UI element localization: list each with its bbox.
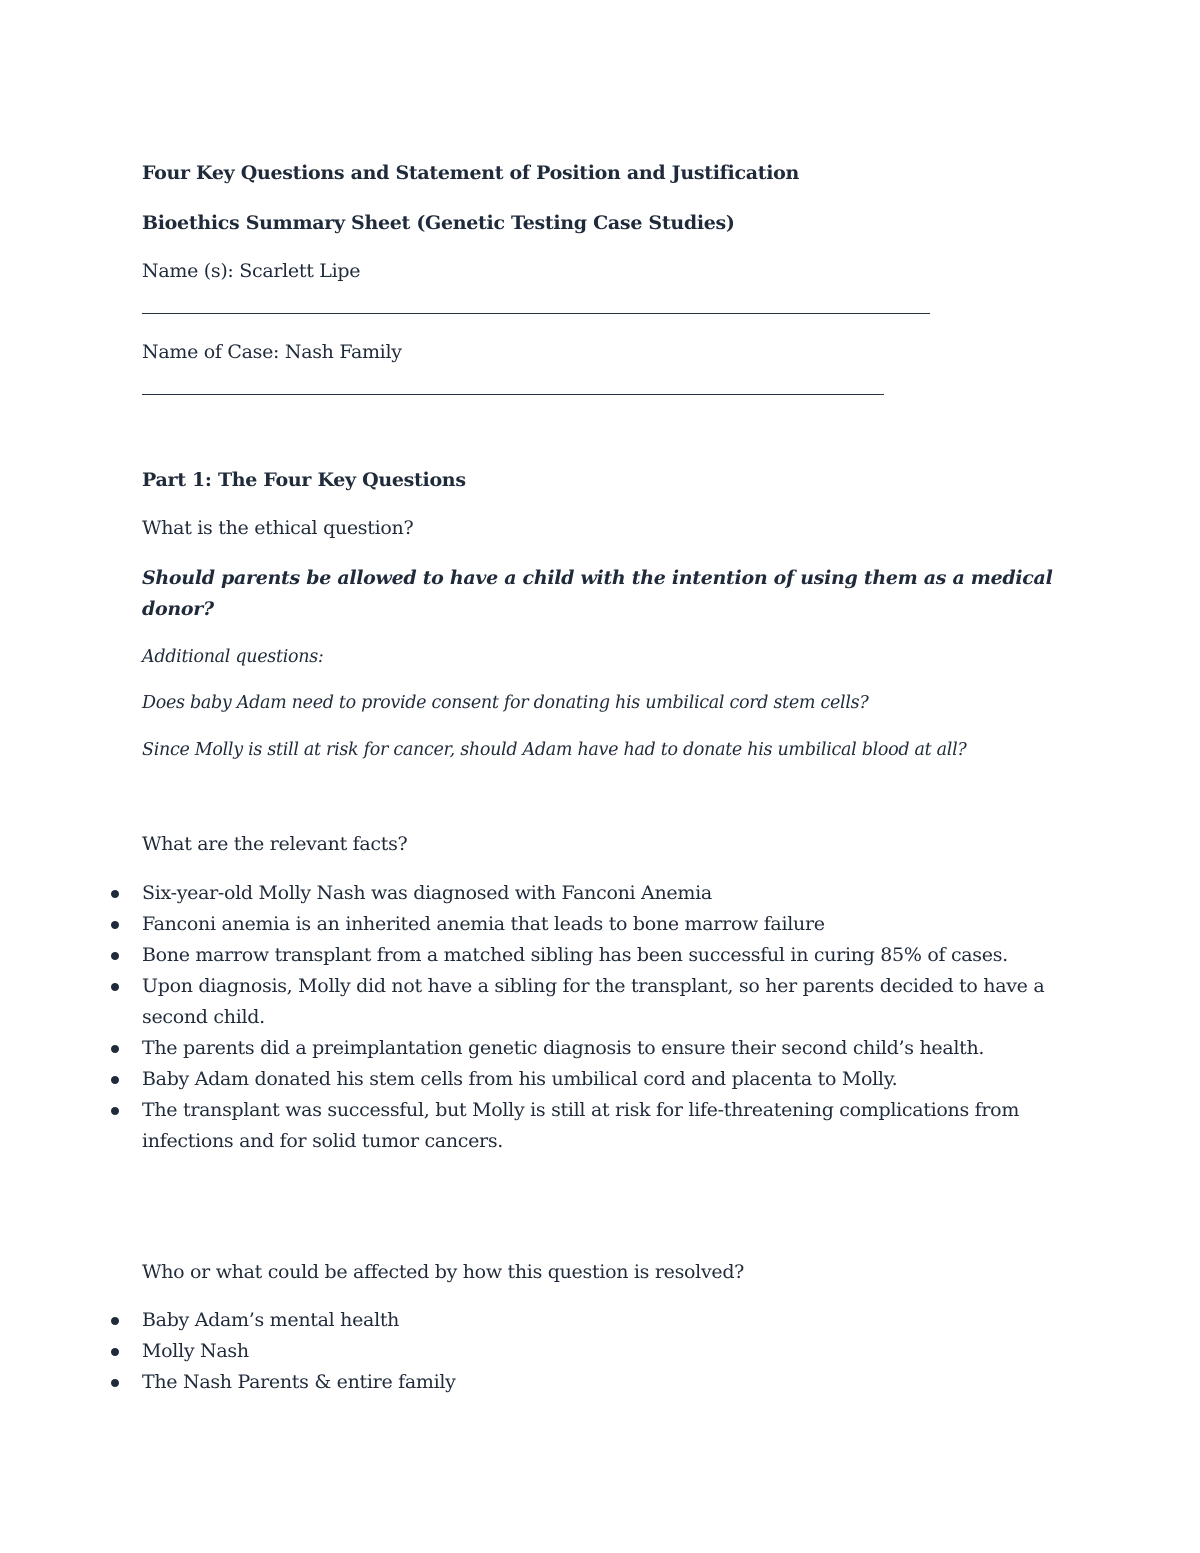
list-item: Upon diagnosis, Molly did not have a sibling for the transplant, so her parents decided to have a second child.: [73, 971, 1062, 1033]
list-item: Bone marrow transplant from a matched sibling has been successful in curing 85% of cases.: [73, 940, 1062, 971]
case-name: Name of Case: Nash Family: [142, 341, 402, 363]
additional-questions-label: Additional questions:: [142, 647, 324, 667]
affected-prompt: Who or what could be affected by how this question is resolved?: [142, 1261, 745, 1283]
ethical-question-prompt: What is the ethical question?: [142, 517, 414, 539]
bullet-icon: [111, 921, 119, 929]
bullet-icon: [111, 952, 119, 960]
student-name: Name (s): Scarlett Lipe: [142, 260, 361, 282]
bullet-icon: [111, 1317, 119, 1325]
document-subtitle: Bioethics Summary Sheet (Genetic Testing Case Studies): [142, 212, 735, 234]
facts-list: [73, 878, 1062, 1157]
list-item: Baby Adam’s mental health: [73, 1305, 1062, 1336]
bullet-icon: [111, 1348, 119, 1356]
list-item: Molly Nash: [73, 1336, 1062, 1367]
additional-question-2: Since Molly is still at risk for cancer, should Adam have had to donate his umbilical blood at all?: [142, 740, 967, 760]
case-underline: [142, 394, 884, 395]
additional-question-1: Does baby Adam need to provide consent for donating his umbilical cord stem cells?: [142, 693, 869, 713]
list-item: The parents did a preimplantation genetic diagnosis to ensure their second child’s health.: [73, 1033, 1062, 1064]
name-underline: [142, 313, 930, 314]
bullet-icon: [111, 1379, 119, 1387]
bullet-icon: [111, 890, 119, 898]
main-question-line-1: Should parents be allowed to have a child with the intention of using them as a medical: [142, 567, 1053, 589]
list-item: Fanconi anemia is an inherited anemia that leads to bone marrow failure: [73, 909, 1062, 940]
list-item: The transplant was successful, but Molly is still at risk for life-threatening complications from infections and for solid tumor cancers.: [73, 1095, 1062, 1157]
main-question-line-2: donor?: [142, 598, 214, 620]
list-item: The Nash Parents & entire family: [73, 1367, 1062, 1398]
list-item: Six-year-old Molly Nash was diagnosed with Fanconi Anemia: [73, 878, 1062, 909]
bullet-icon: [111, 983, 119, 991]
document-title: Four Key Questions and Statement of Position and Justification: [142, 162, 800, 184]
list-item: Baby Adam donated his stem cells from his umbilical cord and placenta to Molly.: [73, 1064, 1062, 1095]
bullet-icon: [111, 1076, 119, 1084]
part1-heading: Part 1: The Four Key Questions: [142, 469, 466, 491]
relevant-facts-prompt: What are the relevant facts?: [142, 833, 408, 855]
bullet-icon: [111, 1045, 119, 1053]
bullet-icon: [111, 1107, 119, 1115]
affected-list: [73, 1305, 1062, 1398]
